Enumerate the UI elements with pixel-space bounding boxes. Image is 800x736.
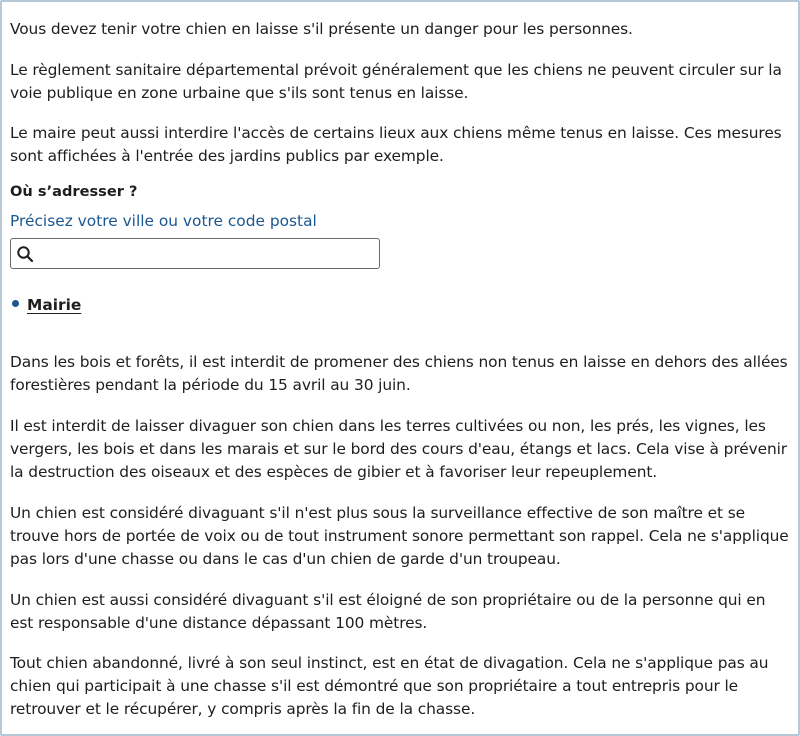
paragraph-distance: Un chien est aussi considéré divaguant s'il est éloigné de son propriétaire ou de la personne qui en est responsable d'une distance dépassant 100 mètres. bbox=[10, 591, 766, 632]
paragraph-bois-forets: Dans les bois et forêts, il est interdit de promener des chiens non tenus en laisse en dehors des allées forestières pendant la période du 15 avril au 30 juin. bbox=[10, 353, 788, 394]
search-icon bbox=[16, 245, 34, 263]
paragraph-maire: Le maire peut aussi interdire l'accès de certains lieux aux chiens même tenus en laisse. Ces mesures sont affichées à l'entrée des jardins publics par exemple. bbox=[10, 124, 782, 165]
search-label: Précisez votre ville ou votre code postal bbox=[10, 212, 317, 230]
result-list-item bbox=[12, 294, 81, 316]
paragraph-danger: Vous devez tenir votre chien en laisse s'il présente un danger pour les personnes. bbox=[10, 20, 633, 38]
mairie-link[interactable]: Mairie bbox=[27, 296, 82, 314]
paragraph-reglement: Le règlement sanitaire départemental prévoit généralement que les chiens ne peuvent circuler sur la voie publique en zone urbaine que s'ils sont tenus en laisse. bbox=[10, 61, 782, 102]
search-input[interactable] bbox=[39, 241, 374, 266]
paragraph-divaguant: Un chien est considéré divaguant s'il n'est plus sous la surveillance effective de son maître et se trouve hors de portée de voix ou de tout instrument sonore permettant son rappel. Cela ne s'applique pas lors d'une chasse ou dans le cas d'un chien de garde d'un troupeau. bbox=[10, 504, 789, 568]
paragraph-abandonne: Tout chien abandonné, livré à son seul instinct, est en état de divagation. Cela ne s'applique pas au chien qui participait à une chasse s'il est démontré que son propriétaire a tout entrepris pour le retrouver et le récupérer, y compris après la fin de la chasse. bbox=[10, 654, 769, 718]
search-field[interactable] bbox=[10, 238, 380, 269]
paragraph-divaguer: Il est interdit de laisser divaguer son chien dans les terres cultivées ou non, les prés, les vignes, les vergers, les bois et dans les marais et sur le bord des cours d'eau, étangs et lacs. Cela vise à prévenir la destruction des oiseaux et des espèces de gibier et à favoriser leur repeuplement. bbox=[10, 417, 788, 481]
bullet-icon bbox=[12, 300, 19, 307]
where-heading: Où s’adresser ? bbox=[10, 183, 138, 200]
